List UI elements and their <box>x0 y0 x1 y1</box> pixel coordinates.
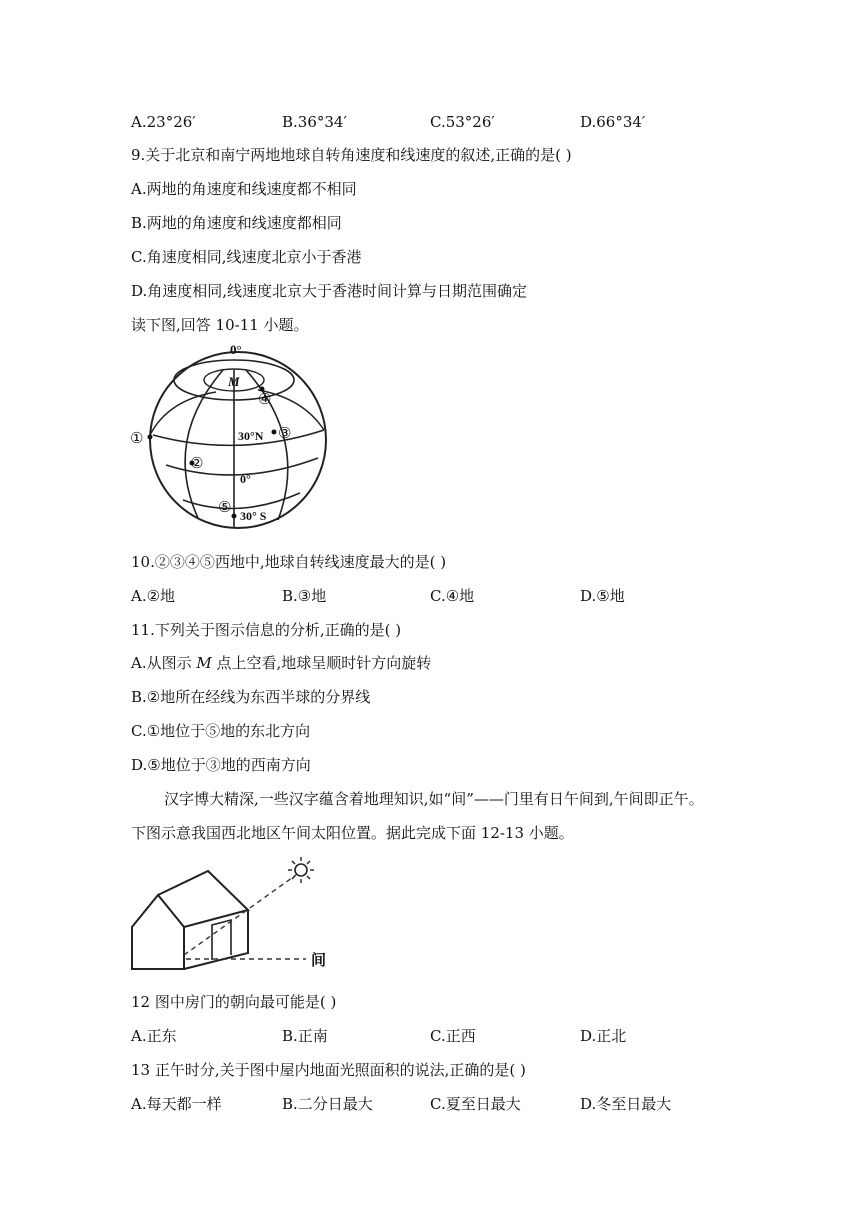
q8-option-d: D.66°34′ <box>580 113 646 131</box>
q13-option-a: A.每天都一样 <box>131 1095 222 1113</box>
globe-point-4: ④ <box>258 392 272 408</box>
q11-option-a-post: 点上空看,地球呈顺时针方向旋转 <box>211 654 432 672</box>
q9-option-d: D.角速度相同,线速度北京大于香港时间计算与日期范围确定 <box>131 282 528 300</box>
q13-option-b: B.二分日最大 <box>282 1095 373 1113</box>
q12-option-a: A.正东 <box>131 1027 177 1045</box>
q13-option-c: C.夏至日最大 <box>430 1095 521 1113</box>
globe-point-2: ② <box>190 456 204 472</box>
house-front <box>132 895 184 969</box>
q11-option-a-pre: A.从图示 <box>131 654 197 672</box>
house-label: 间 <box>311 953 327 969</box>
globe-top-label: 0° <box>230 342 242 357</box>
q11-option-a <box>131 653 431 673</box>
sun-icon <box>288 857 314 883</box>
passage-line-2: 下图示意我国西北地区午间太阳位置。据此完成下面 12-13 小题。 <box>131 824 574 842</box>
q12-option-c: C.正西 <box>430 1027 476 1045</box>
globe-point-1: ① <box>130 431 144 447</box>
q8-option-b: B.36°34′ <box>282 113 347 131</box>
q10-stem: 10.②③④⑤西地中,地球自转线速度最大的是( ) <box>131 553 447 571</box>
sun-ray <box>184 875 296 955</box>
q9-option-c: C.角速度相同,线速度北京小于香港 <box>131 248 362 266</box>
q11-stem: 11.下列关于图示信息的分析,正确的是( ) <box>131 621 402 639</box>
q9-option-a: A.两地的角速度和线速度都不相同 <box>131 180 357 198</box>
q10-option-c: C.④地 <box>430 587 475 605</box>
q8-option-c: C.53°26′ <box>430 113 495 131</box>
house-roof <box>158 871 248 927</box>
globe-diagram <box>128 340 348 532</box>
q9-option-b: B.两地的角速度和线速度都相同 <box>131 214 342 232</box>
globe-point-3: ③ <box>278 426 292 442</box>
globe-point-5: ⑤ <box>218 500 232 516</box>
house-diagram <box>128 855 338 975</box>
q11-option-b: B.②地所在经线为东西半球的分界线 <box>131 688 371 706</box>
globe-lat-30n: 30°N <box>238 429 264 443</box>
q8-option-a: A.23°26′ <box>131 113 196 131</box>
globe-equator-label: 0° <box>240 472 251 486</box>
globe-pole-label: M <box>228 374 240 389</box>
q11-option-c: C.①地位于⑤地的东北方向 <box>131 722 311 740</box>
q12-option-d: D.正北 <box>580 1027 627 1045</box>
passage-line-1: 汉字博大精深,一些汉字蕴含着地理知识,如“间”——门里有日午间到,午间即正午。 <box>164 790 704 808</box>
q12-option-b: B.正南 <box>282 1027 328 1045</box>
house-door <box>212 920 231 960</box>
globe-lat-30s: 30° S <box>240 509 267 523</box>
q10-option-d: D.⑤地 <box>580 587 625 605</box>
q11-option-a-m: M <box>196 654 212 672</box>
intro-10-11: 读下图,回答 10-11 小题。 <box>131 316 309 334</box>
q12-stem: 12 图中房门的朝向最可能是( ) <box>131 993 337 1011</box>
q10-option-b: B.③地 <box>282 587 327 605</box>
q13-option-d: D.冬至日最大 <box>580 1095 672 1113</box>
q9-stem: 9.关于北京和南宁两地地球自转角速度和线速度的叙述,正确的是( ) <box>131 146 572 164</box>
q11-option-d: D.⑤地位于③地的西南方向 <box>131 756 311 774</box>
q10-option-a: A.②地 <box>131 587 176 605</box>
q13-stem: 13 正午时分,关于图中屋内地面光照面积的说法,正确的是( ) <box>131 1061 526 1079</box>
